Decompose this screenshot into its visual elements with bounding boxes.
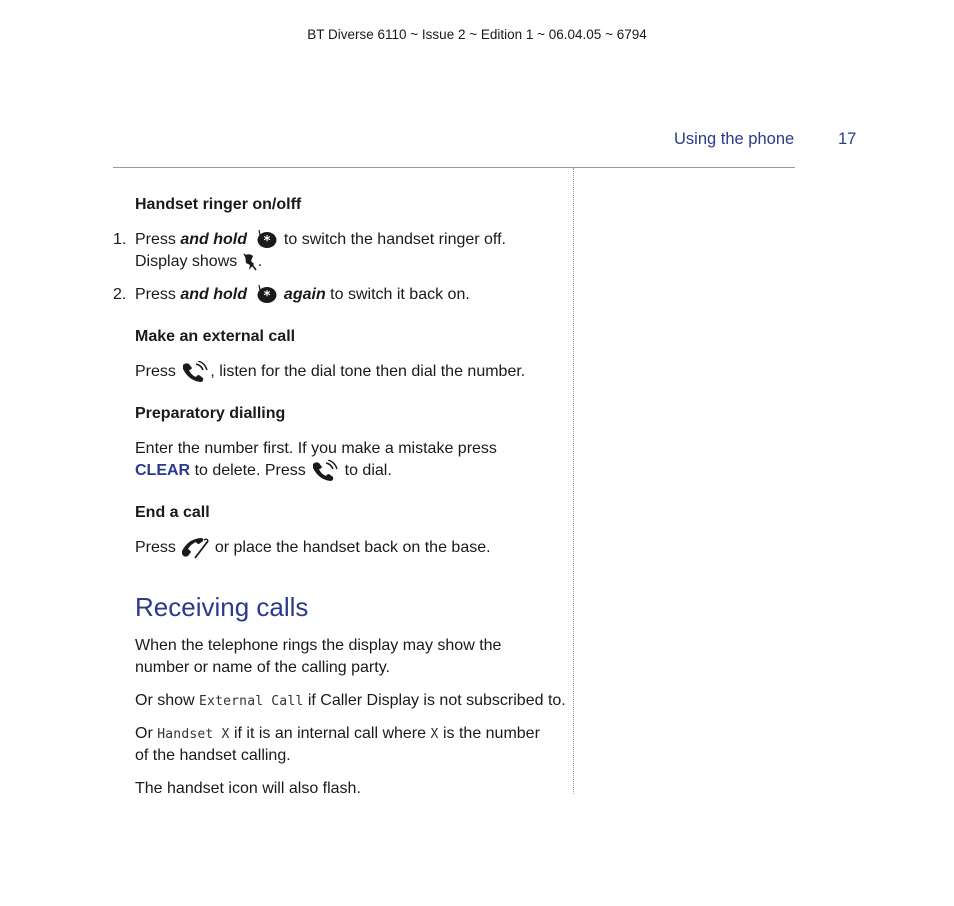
ringer-off-icon: [242, 252, 258, 272]
receiving-paragraph-4: The handset icon will also flash.: [135, 780, 361, 797]
and-hold-text: and hold: [180, 286, 248, 304]
is-the-number-text: is the number: [442, 725, 540, 742]
again-text: again: [283, 286, 326, 304]
receiving-paragraph-3-line-2: of the handset calling.: [135, 747, 291, 764]
and-hold-text: and hold: [180, 231, 248, 249]
end-call-text: [135, 537, 491, 559]
end-call-heading: End a call: [135, 504, 210, 521]
star-key-icon: [253, 284, 277, 306]
clear-key-label: CLEAR: [135, 462, 191, 480]
talk-handset-icon: [310, 460, 340, 482]
to-dial-text: to dial.: [344, 462, 392, 480]
to-delete-text: to delete. Press: [194, 462, 306, 480]
doc-info: BT Diverse 6110 ~ Issue 2 ~ Edition 1 ~ 06.04.05 ~ 6794: [307, 27, 647, 42]
external-call-heading: Make an external call: [135, 328, 296, 345]
header-rule: [113, 167, 795, 168]
display-text-external-call: External Call: [199, 694, 304, 709]
ringer-step-2: [135, 284, 470, 306]
receiving-paragraph-1: When the telephone rings the display may show the number or name of the calling party.: [135, 637, 502, 676]
or-show-text: Or show: [135, 692, 195, 709]
external-call-text: [135, 361, 525, 383]
column-divider: [573, 168, 574, 794]
svg-text:*: *: [264, 234, 271, 249]
ringer-on-text: to switch it back on.: [330, 286, 470, 304]
display-text-handset-x: Handset X: [157, 727, 230, 742]
page-number: 17: [838, 130, 857, 148]
period: .: [257, 253, 263, 270]
display-text-x: X: [430, 727, 439, 742]
running-header-section: Using the phone: [674, 130, 795, 148]
internal-call-text: if it is an internal call where: [233, 725, 427, 742]
external-call-instruction: , listen for the dial tone then dial the number.: [210, 363, 526, 381]
caller-display-text: if Caller Display is not subscribed to.: [307, 692, 566, 709]
display-shows-text: Display shows: [135, 253, 238, 270]
receiving-calls-title: Receiving calls: [135, 592, 309, 622]
press-text: Press: [135, 286, 176, 304]
ringer-heading: Handset ringer on/olff: [135, 196, 302, 213]
press-text: Press: [135, 363, 176, 381]
or-text: Or: [135, 725, 153, 742]
end-call-instruction: or place the handset back on the base.: [214, 539, 491, 557]
receiving-paragraph-2: [135, 690, 566, 713]
preparatory-line-2: [135, 460, 392, 482]
preparatory-line-1: Enter the number first. If you make a mistake press: [135, 440, 497, 457]
talk-handset-icon: [180, 361, 210, 383]
step-number-1: 1.: [113, 231, 127, 248]
ringer-off-text: to switch the handset ringer off.: [283, 231, 506, 249]
receiving-paragraph-3: [135, 723, 540, 746]
preparatory-heading: Preparatory dialling: [135, 405, 286, 422]
press-text: Press: [135, 539, 176, 557]
star-key-icon: [253, 229, 277, 251]
step-number-2: 2.: [113, 286, 127, 303]
ringer-step-1: [135, 229, 506, 251]
svg-text:*: *: [264, 289, 271, 304]
end-call-icon: [180, 537, 210, 559]
press-text: Press: [135, 231, 176, 249]
display-shows-line: [135, 251, 262, 273]
